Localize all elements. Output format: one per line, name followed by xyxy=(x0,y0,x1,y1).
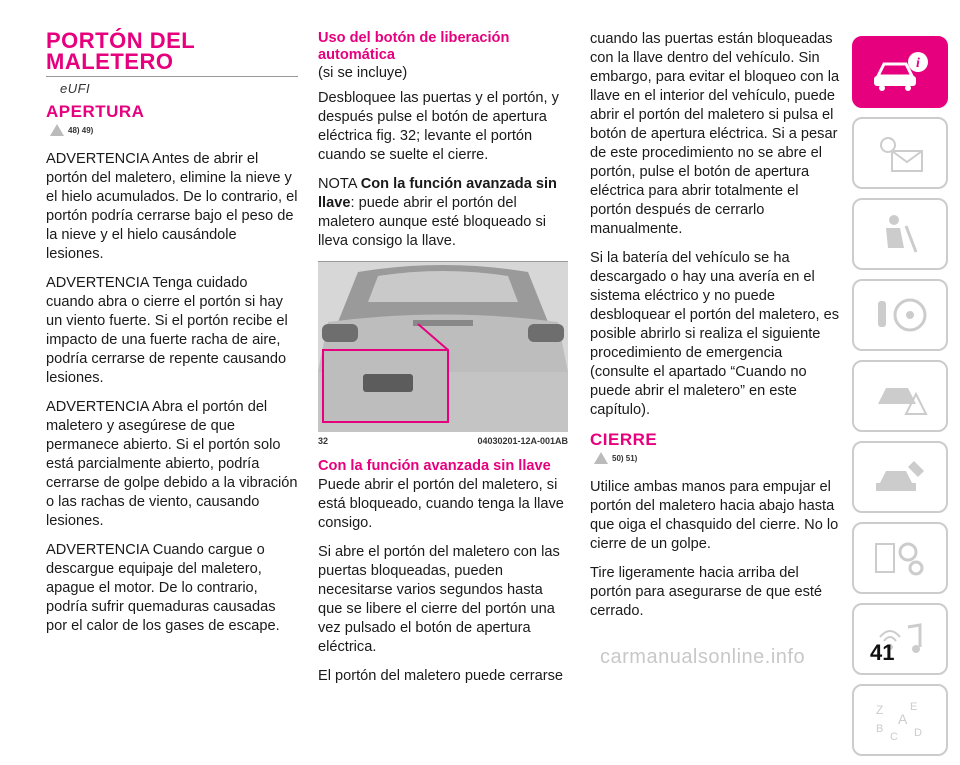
subsection-note: (si se incluye) xyxy=(318,65,408,81)
nota-text: : puede abrir el portón del maletero aunque esté bloqueado si lleva consigo la llave. xyxy=(318,195,546,249)
paragraph: Si abre el portón del maletero con las puertas bloqueadas, pueden necesitarse varios segundos hasta que se libere el cierre del portón una vez pulsado el botón de apertura eléctrica. xyxy=(318,544,560,655)
svg-text:B: B xyxy=(876,723,884,735)
svg-text:Z: Z xyxy=(876,703,884,717)
warning-refs xyxy=(594,452,842,464)
svg-text:D: D xyxy=(914,727,922,739)
eufi-logo: eUFI xyxy=(60,81,91,96)
paragraph: ADVERTENCIA Tenga cuidado cuando abra o cierre el portón si hay un viento fuerte. Si el portón recibe el impacto de una fuerte racha de aire, podría cerrarse de repente causando lesiones. xyxy=(46,275,288,386)
paragraph: ADVERTENCIA Cuando cargue o descargue equipaje del maletero, apague el motor. De lo contrario, podría sufrir quemaduras causadas por el calor de los gases de escape. xyxy=(46,542,280,634)
warning-refs xyxy=(50,124,298,136)
paragraph: Tire ligeramente hacia arriba del portón para asegurarse de que esté cerrado. xyxy=(590,565,823,619)
car-trunk-image xyxy=(318,262,568,432)
specs-gears-icon xyxy=(870,536,930,580)
tab-maintenance[interactable] xyxy=(852,441,948,513)
maintenance-icon xyxy=(870,455,930,499)
svg-text:A: A xyxy=(898,711,908,727)
paragraph: Utilice ambas manos para empujar el portón del maletero hacia abajo hasta que oiga el chasquido del cierre. No lo cierre de un golpe. xyxy=(590,479,839,552)
tab-key-steering[interactable] xyxy=(852,279,948,351)
paragraph: ADVERTENCIA Antes de abrir el portón del maletero, elimine la nieve y el hielo acumulados. De lo contrario, el portón podría cerrarse bajo el peso de la nieve y el hielo causándole lesiones. xyxy=(46,151,298,262)
tab-car-info[interactable] xyxy=(852,36,948,108)
car-info-icon xyxy=(870,50,930,94)
emergency-icon xyxy=(870,374,930,418)
paragraph: ADVERTENCIA Abra el portón del maletero y asegúrese de que permanece abierto. Si el portón solo está parcialmente abierto, podría cerrarse de golpe debido a la vibración o las rachas de viento, causando lesiones. xyxy=(46,399,298,529)
tab-seat-safety[interactable] xyxy=(852,198,948,270)
nota-paragraph xyxy=(318,175,568,251)
tab-warning-lights[interactable] xyxy=(852,117,948,189)
tab-emergency[interactable] xyxy=(852,360,948,432)
warning-triangle-icon xyxy=(594,452,608,464)
subsection-title-keyless: Con la función avanzada sin llave xyxy=(318,458,551,474)
watermark: carmanualsonline.info xyxy=(600,646,806,668)
paragraph: Puede abrir el portón del maletero, si está bloqueado, cuando tenga la llave consigo. xyxy=(318,477,564,531)
svg-text:C: C xyxy=(890,731,898,742)
figure-caption xyxy=(318,436,568,446)
page-number: 41 xyxy=(870,640,895,665)
tab-index[interactable] xyxy=(852,684,948,756)
paragraph: El portón del maletero puede cerrarse xyxy=(318,668,563,684)
figure-32 xyxy=(318,261,568,432)
tab-multimedia[interactable] xyxy=(852,603,948,675)
column-2 xyxy=(318,30,568,696)
svg-text:E: E xyxy=(910,701,918,713)
figure-code: 04030201-12A-001AB xyxy=(477,436,568,446)
paragraph: Si la batería del vehículo se ha descargado o hay una avería en el sistema eléctrico y no puede desbloquear el portón del maletero, es posible abrirlo si realiza el siguiente procedimiento de emergencia (consulte el apartado “Cuando no puede abrir el maletero” en este capítulo). xyxy=(590,250,840,418)
column-1 xyxy=(46,30,298,646)
paragraph: cuando las puertas están bloqueadas con la llave dentro del vehículo. Sin embargo, para evitar el bloqueo con la llave en el interior del vehículo, puede abrir el portón del maletero si pulsa el botón de apertura eléctrica. Si a pesar de este procedimiento no se abre el portón, pulse el botón de apertura eléctrica para abrir totalmente el portón después de cerrarlo manualmente. xyxy=(590,31,840,237)
column-3 xyxy=(590,30,842,631)
warning-ref-numbers: 50) 51) xyxy=(612,453,638,463)
warning-triangle-icon xyxy=(50,124,64,136)
section-title-apertura: APERTURA xyxy=(46,102,145,121)
seat-safety-icon xyxy=(870,212,930,256)
svg-text:i: i xyxy=(916,56,920,71)
figure-number: 32 xyxy=(318,436,329,446)
warning-ref-numbers: 48) 49) xyxy=(68,125,94,135)
subsection-title: Uso del botón de liberación automática xyxy=(318,30,510,63)
index-letters-icon xyxy=(870,698,930,742)
page-title: PORTÓN DEL MALETERO xyxy=(46,30,298,77)
warning-lights-icon xyxy=(870,131,930,175)
paragraph: Desbloquee las puertas y el portón, y después pulse el botón de apertura eléctrica fig. 32; levante el portón cuando se suelte el cierre. xyxy=(318,90,559,163)
nota-label: NOTA xyxy=(318,176,357,192)
tab-specs[interactable] xyxy=(852,522,948,594)
chapter-tabs xyxy=(852,36,948,765)
section-title-cierre: CIERRE xyxy=(590,430,658,449)
nota-bold: Con la función avanzada sin llave xyxy=(318,176,557,211)
key-steering-icon xyxy=(870,293,930,337)
